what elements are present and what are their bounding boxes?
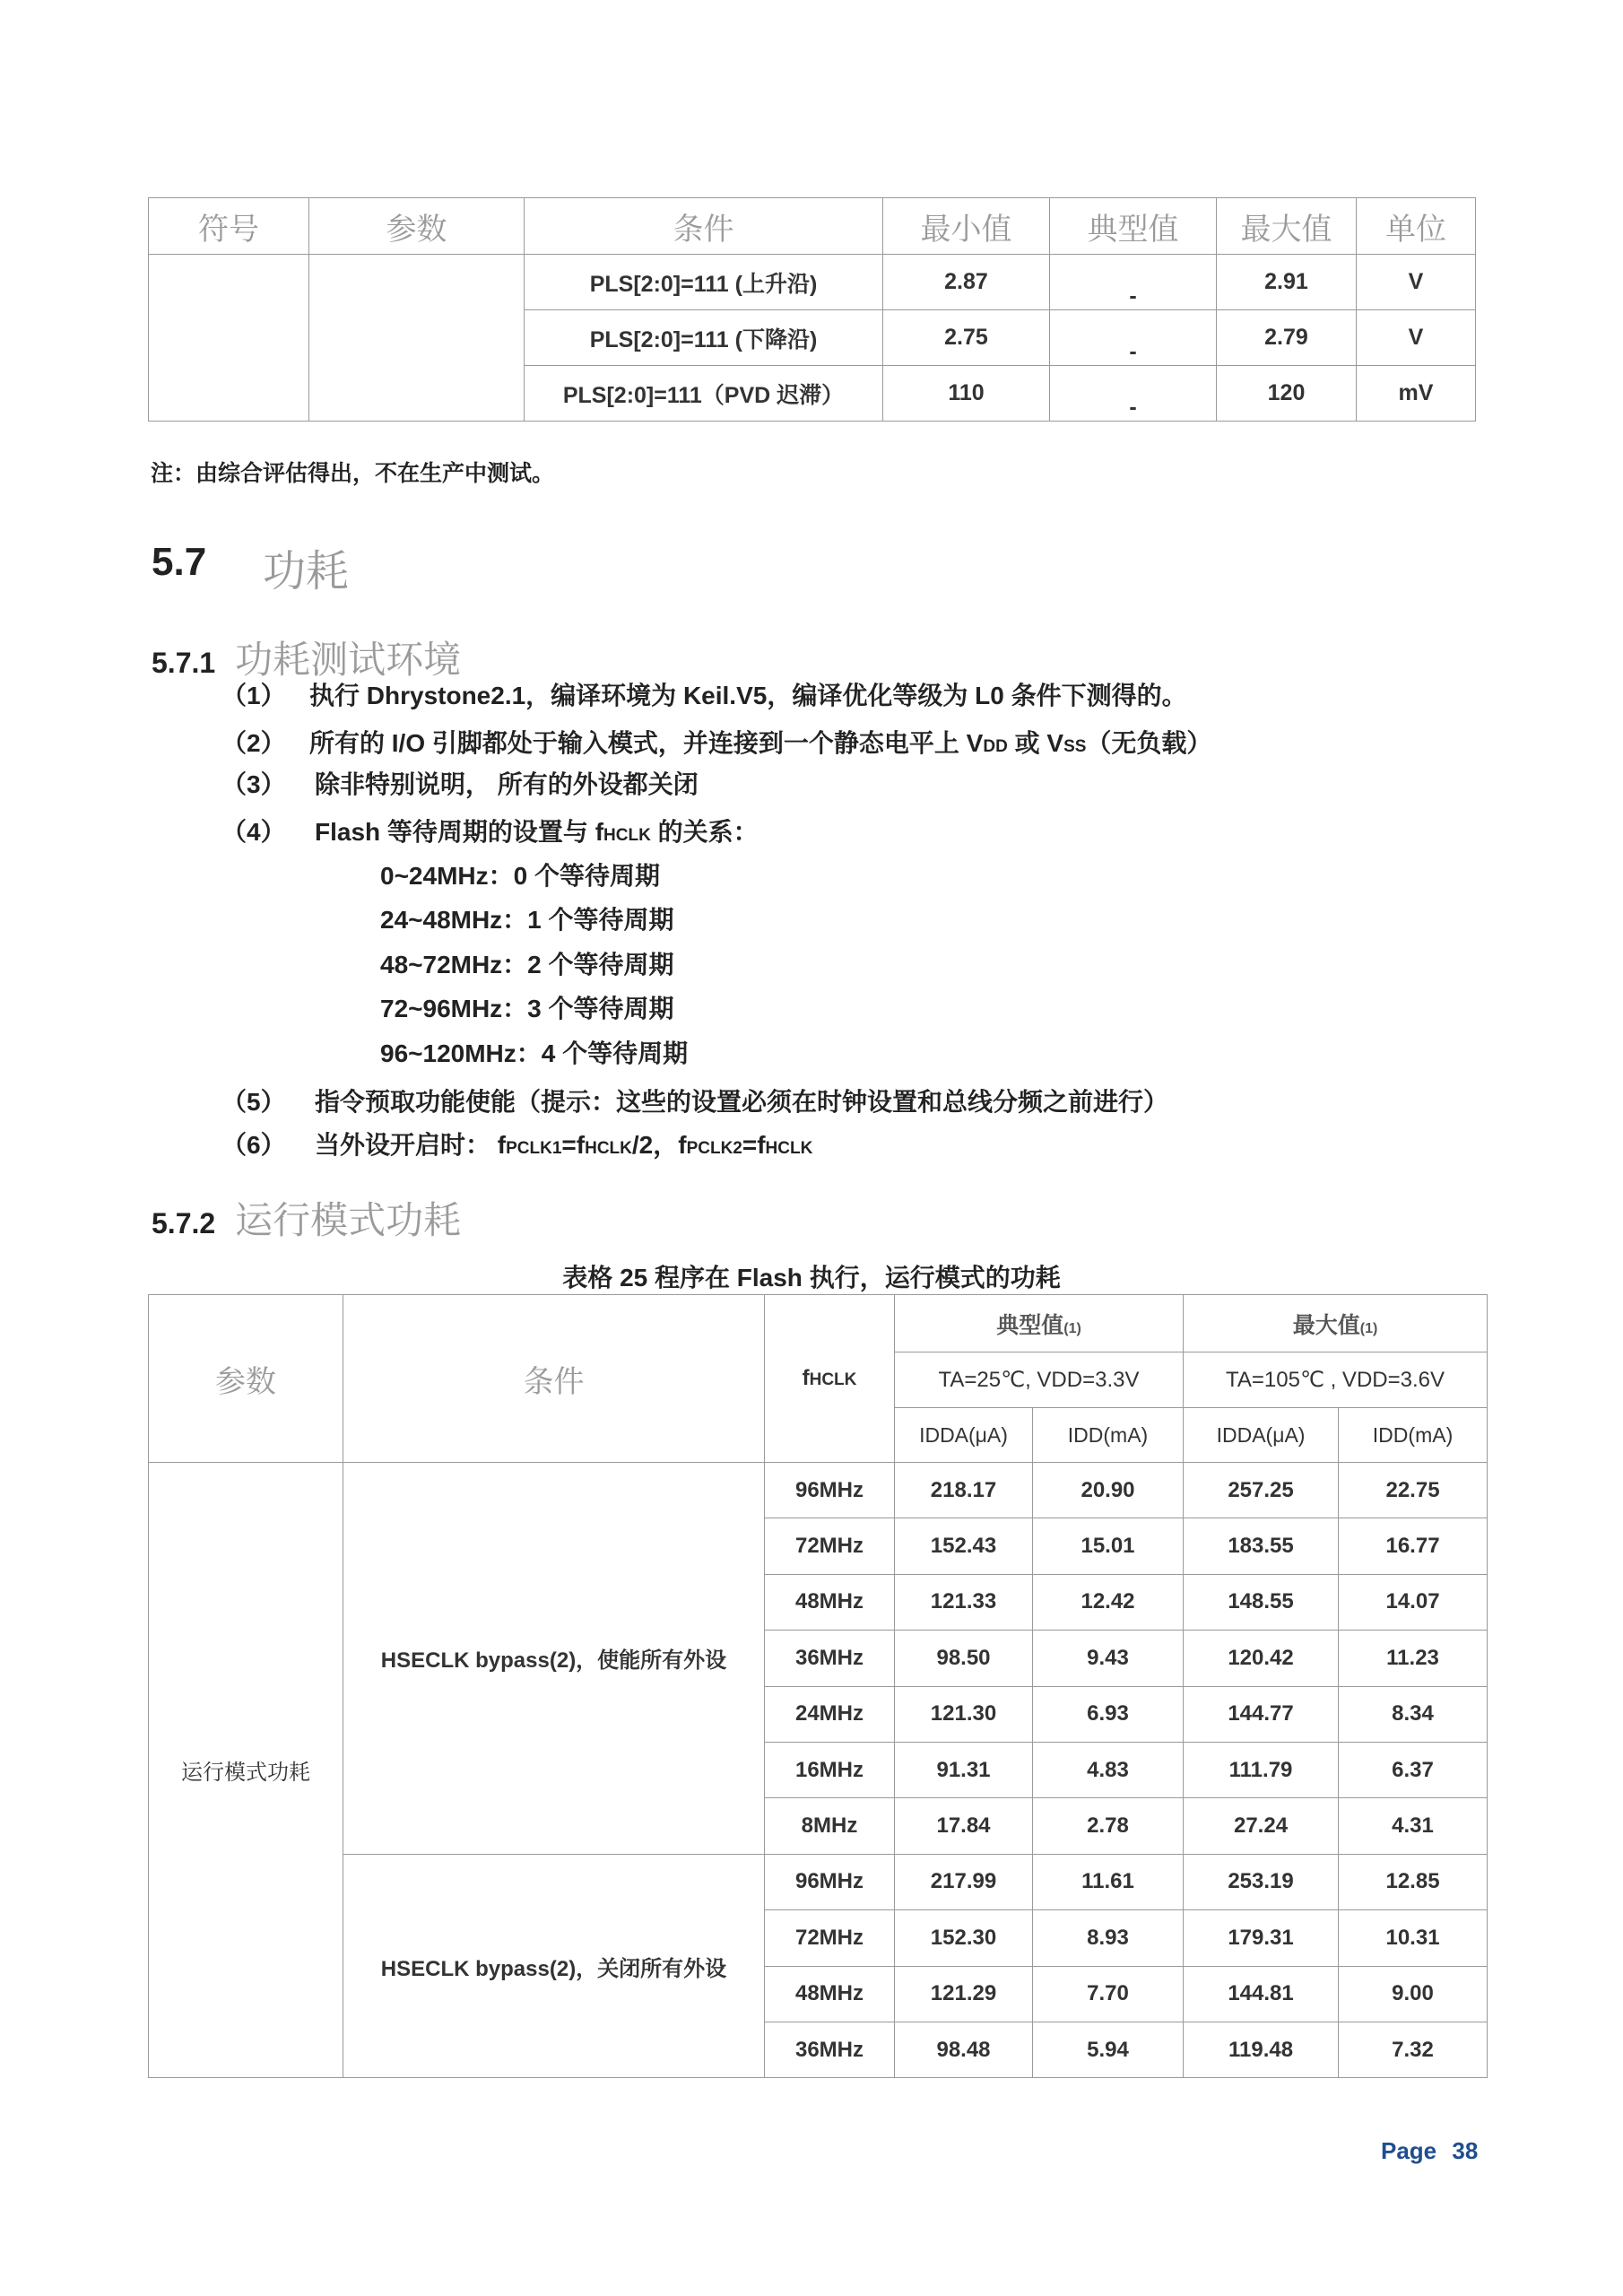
table-header-row — [149, 198, 1476, 255]
max-idd-cell: 10.31 — [1339, 1910, 1488, 1966]
table-row — [149, 255, 1476, 310]
max-idd-cell: 8.34 — [1339, 1686, 1488, 1742]
header-fhclk — [765, 1295, 895, 1463]
cond-cell: PLS[2:0]=111（PVD 迟滞） — [525, 366, 883, 422]
typ-cell: - — [1050, 255, 1217, 310]
max-idda-cell: 119.48 — [1184, 2022, 1339, 2077]
text-part: 当外设开启时： f — [315, 1131, 507, 1159]
symbol-cell — [149, 255, 309, 422]
header-typ: 典型值 — [1050, 198, 1217, 255]
idda-header: IDDA(μA) — [1184, 1408, 1339, 1463]
max-idda-cell: 253.19 — [1184, 1854, 1339, 1909]
max-idd-cell: 11.23 — [1339, 1631, 1488, 1686]
max-idda-cell: 257.25 — [1184, 1463, 1339, 1518]
subscript: HCLK — [585, 1139, 632, 1158]
header-param: 参数 — [309, 198, 525, 255]
pvd-threshold-table — [148, 197, 1476, 422]
subscript: HCLK — [809, 1370, 857, 1389]
idd-header: IDD(mA) — [1033, 1408, 1184, 1463]
item-number: （3） — [221, 770, 286, 798]
item-text — [309, 724, 1211, 760]
section-number: 5.7.1 — [152, 647, 216, 679]
subscript: HCLK — [765, 1139, 813, 1158]
subscript: DD — [983, 737, 1008, 756]
max-idd-cell: 7.32 — [1339, 2022, 1488, 2077]
max-idd-cell: 14.07 — [1339, 1574, 1488, 1630]
footnote-ref: (1) — [1359, 1320, 1378, 1336]
item-text: 除非特别说明， 所有的外设都关闭 — [315, 770, 699, 798]
wait-state-line: 0~24MHz：0 个等待周期 — [380, 862, 660, 890]
item-number: （4） — [221, 818, 286, 846]
typ-idd-cell: 4.83 — [1033, 1742, 1184, 1797]
f-label: f — [802, 1366, 810, 1390]
max-idda-cell: 120.42 — [1184, 1631, 1339, 1686]
unit-cell: mV — [1357, 366, 1476, 422]
subscript: PCLK2 — [686, 1139, 742, 1158]
typ-idd-cell: 7.70 — [1033, 1966, 1184, 2022]
max-idda-cell: 179.31 — [1184, 1910, 1339, 1966]
header-condition: 条件 — [343, 1295, 765, 1463]
typ-idd-cell: 9.43 — [1033, 1631, 1184, 1686]
min-cell: 110 — [883, 366, 1050, 422]
freq-cell: 72MHz — [765, 1910, 895, 1966]
max-idd-cell: 22.75 — [1339, 1463, 1488, 1518]
typ-idda-cell: 218.17 — [895, 1463, 1033, 1518]
subscript: HCLK — [603, 826, 651, 845]
max-cell: 2.79 — [1217, 310, 1357, 366]
item-number: （5） — [221, 1088, 286, 1116]
max-cell: 2.91 — [1217, 255, 1357, 310]
section-title: 运行模式功耗 — [235, 1199, 462, 1241]
header-max: 最大值 — [1217, 198, 1357, 255]
table-caption: 表格 25 程序在 Flash 执行，运行模式的功耗 — [562, 1264, 1061, 1292]
min-cell: 2.87 — [883, 255, 1050, 310]
typ-idda-cell: 91.31 — [895, 1742, 1033, 1797]
header-typical — [895, 1295, 1184, 1352]
text-part: =f — [561, 1131, 586, 1159]
typ-idda-cell: 98.50 — [895, 1631, 1033, 1686]
section-title: 功耗测试环境 — [235, 639, 462, 681]
freq-cell: 8MHz — [765, 1798, 895, 1854]
typ-idd-cell: 20.90 — [1033, 1463, 1184, 1518]
table-row — [149, 1854, 1488, 1909]
max-label: 最大值 — [1292, 1312, 1360, 1338]
text-part: =f — [742, 1131, 766, 1159]
unit-cell: V — [1357, 255, 1476, 310]
freq-cell: 96MHz — [765, 1854, 895, 1909]
page-number: Page 38 — [1381, 2137, 1479, 2164]
header-unit: 单位 — [1357, 198, 1476, 255]
wait-state-line: 24~48MHz：1 个等待周期 — [380, 906, 674, 934]
max-idd-cell: 4.31 — [1339, 1798, 1488, 1854]
item-text — [315, 1126, 812, 1161]
idd-header: IDD(mA) — [1339, 1408, 1488, 1463]
section-heading-5-7 — [152, 540, 350, 596]
text-part: （无负载） — [1086, 729, 1212, 757]
subscript: SS — [1063, 737, 1087, 756]
item-text: 执行 Dhrystone2.1，编译环境为 Keil.V5，编译优化等级为 L0 条件下测得的。 — [309, 682, 1187, 709]
wait-state-line: 96~120MHz：4 个等待周期 — [380, 1039, 689, 1067]
freq-cell: 16MHz — [765, 1742, 895, 1797]
typ-cell: - — [1050, 310, 1217, 366]
freq-cell: 72MHz — [765, 1518, 895, 1574]
max-idda-cell: 27.24 — [1184, 1798, 1339, 1854]
max-idda-cell: 148.55 — [1184, 1574, 1339, 1630]
text-part: Flash 等待周期的设置与 f — [315, 818, 604, 846]
typ-idd-cell: 12.42 — [1033, 1574, 1184, 1630]
header-min: 最小值 — [883, 198, 1050, 255]
max-idd-cell: 16.77 — [1339, 1518, 1488, 1574]
max-idda-cell: 144.77 — [1184, 1686, 1339, 1742]
typ-idda-cell: 121.33 — [895, 1574, 1033, 1630]
run-mode-power-table — [148, 1294, 1488, 2078]
max-idd-cell: 6.37 — [1339, 1742, 1488, 1797]
section-title: 功耗 — [263, 548, 350, 596]
item-text — [315, 813, 759, 848]
item-number: （6） — [221, 1131, 286, 1159]
typ-idda-cell: 17.84 — [895, 1798, 1033, 1854]
typ-idd-cell: 2.78 — [1033, 1798, 1184, 1854]
section-number: 5.7 — [152, 540, 207, 584]
text-part: 的关系： — [650, 818, 759, 846]
text-part: /2，f — [631, 1131, 687, 1159]
max-idda-cell: 183.55 — [1184, 1518, 1339, 1574]
typ-idda-cell: 152.43 — [895, 1518, 1033, 1574]
freq-cell: 48MHz — [765, 1966, 895, 2022]
text-part: 所有的 I/O 引脚都处于输入模式，并连接到一个静态电平上 V — [309, 729, 984, 757]
min-cell: 2.75 — [883, 310, 1050, 366]
typ-idd-cell: 5.94 — [1033, 2022, 1184, 2077]
item-number: （2） — [221, 729, 286, 757]
table-header-row — [149, 1295, 1488, 1352]
typ-idda-cell: 121.30 — [895, 1686, 1033, 1742]
unit-cell: V — [1357, 310, 1476, 366]
typ-idd-cell: 15.01 — [1033, 1518, 1184, 1574]
typ-cell: - — [1050, 366, 1217, 422]
idda-header: IDDA(μA) — [895, 1408, 1033, 1463]
max-idda-cell: 144.81 — [1184, 1966, 1339, 2022]
max-condition: TA=105℃ , VDD=3.6V — [1184, 1352, 1488, 1408]
footnote-ref: (1) — [1063, 1320, 1081, 1336]
typ-idda-cell: 152.30 — [895, 1910, 1033, 1966]
typ-idd-cell: 11.61 — [1033, 1854, 1184, 1909]
freq-cell: 36MHz — [765, 1631, 895, 1686]
typ-idd-cell: 6.93 — [1033, 1686, 1184, 1742]
header-symbol: 符号 — [149, 198, 309, 255]
item-number: （1） — [221, 682, 286, 709]
typ-idd-cell: 8.93 — [1033, 1910, 1184, 1966]
cond-cell: PLS[2:0]=111 (上升沿) — [525, 255, 883, 310]
max-idda-cell: 111.79 — [1184, 1742, 1339, 1797]
wait-state-line: 72~96MHz：3 个等待周期 — [380, 995, 674, 1022]
condition-cell: HSECLK bypass(2)，使能所有外设 — [343, 1463, 765, 1855]
text-part: 或 V — [1007, 729, 1064, 757]
max-cell: 120 — [1217, 366, 1357, 422]
typ-condition: TA=25℃, VDD=3.3V — [895, 1352, 1184, 1408]
item-text: 指令预取功能使能（提示：这些的设置必须在时钟设置和总线分频之前进行） — [315, 1088, 1169, 1116]
param-cell — [309, 255, 525, 422]
freq-cell: 96MHz — [765, 1463, 895, 1518]
subscript: PCLK1 — [506, 1139, 562, 1158]
typ-idda-cell: 98.48 — [895, 2022, 1033, 2077]
typ-idda-cell: 121.29 — [895, 1966, 1033, 2022]
freq-cell: 36MHz — [765, 2022, 895, 2077]
wait-state-line: 48~72MHz：2 个等待周期 — [380, 951, 674, 978]
max-idd-cell: 9.00 — [1339, 1966, 1488, 2022]
typ-label: 典型值 — [996, 1312, 1064, 1338]
table-row — [149, 1463, 1488, 1518]
param-cell: 运行模式功耗 — [149, 1463, 343, 2078]
condition-cell: HSECLK bypass(2)，关闭所有外设 — [343, 1854, 765, 2078]
max-idd-cell: 12.85 — [1339, 1854, 1488, 1909]
freq-cell: 48MHz — [765, 1574, 895, 1630]
header-maximum — [1184, 1295, 1488, 1352]
section-heading-5-7-2 — [152, 1191, 461, 1245]
header-condition: 条件 — [525, 198, 883, 255]
cond-cell: PLS[2:0]=111 (下降沿) — [525, 310, 883, 366]
header-param: 参数 — [149, 1295, 343, 1463]
section-number: 5.7.2 — [152, 1207, 216, 1239]
freq-cell: 24MHz — [765, 1686, 895, 1742]
table-note: 注：由综合评估得出，不在生产中测试。 — [151, 461, 555, 486]
typ-idda-cell: 217.99 — [895, 1854, 1033, 1909]
